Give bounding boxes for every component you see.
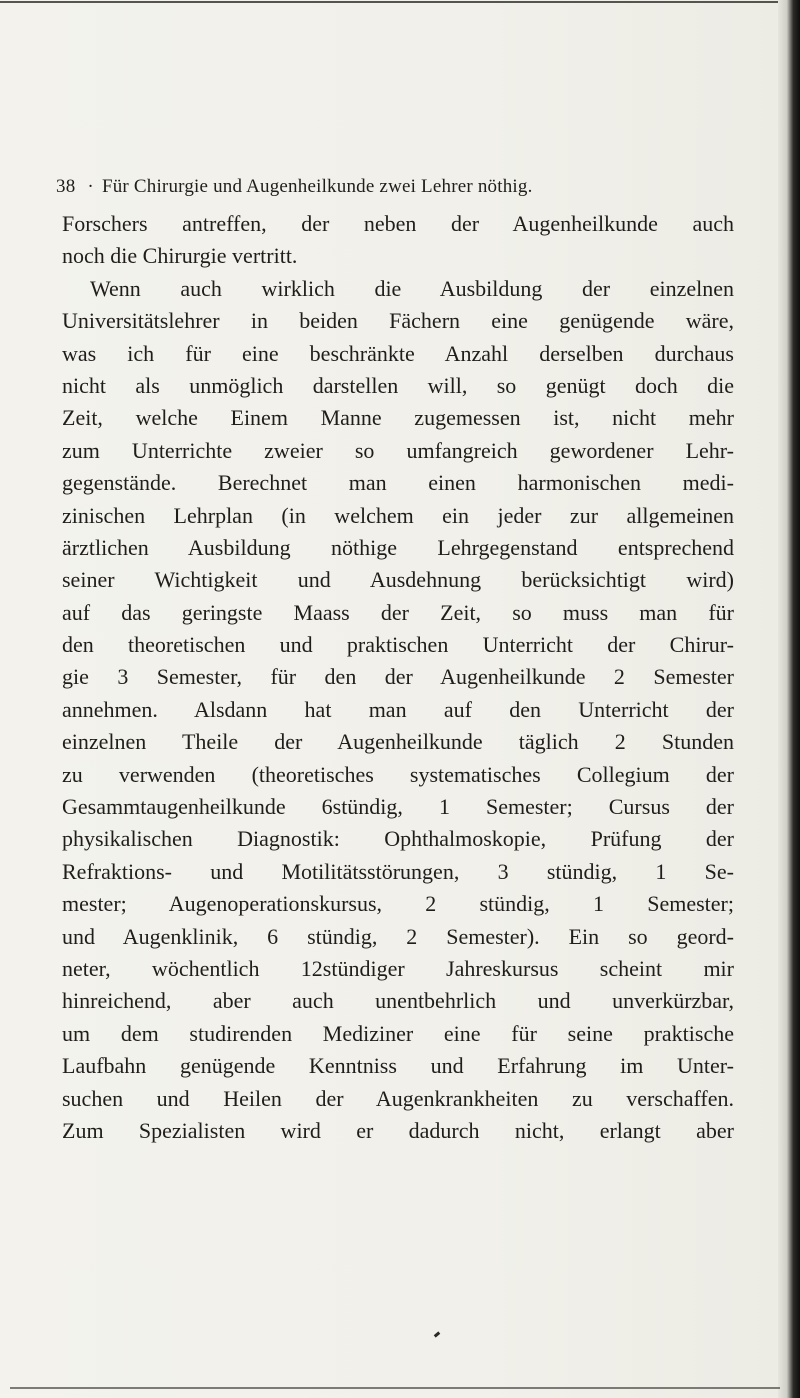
text-line: um dem studirenden Mediziner eine für seine praktische (62, 1020, 734, 1046)
top-edge-rule (0, 1, 780, 3)
text-line: einzelnen Theile der Augenheilkunde täglich 2 Stunden (62, 729, 734, 755)
text-line: gegenstände. Berechnet man einen harmonischen medi- (62, 470, 734, 496)
text-line: gie 3 Semester, für den der Augenheilkunde 2 Semester (62, 664, 734, 690)
page-number: 38 (56, 176, 76, 197)
text-line: physikalischen Diagnostik: Ophthalmoskopie, Prüfung der (62, 826, 734, 852)
body-text (62, 208, 734, 1147)
text-line: auf das geringste Maass der Zeit, so muss man für (62, 599, 734, 625)
text-line: zinischen Lehrplan (in welchem ein jeder zur allgemeinen (62, 502, 734, 528)
text-line: nicht als unmöglich darstellen will, so genügt doch die (62, 372, 734, 398)
text-line: Universitätslehrer in beiden Fächern eine genügende wäre, (62, 308, 734, 334)
text-line: noch die Chirurgie vertritt. (62, 243, 298, 269)
stray-ink-mark (434, 1331, 441, 1337)
text-line: Laufbahn genügende Kenntniss und Erfahrung im Unter- (62, 1053, 734, 1079)
text-line: Refraktions- und Motilitätsstörungen, 3 stündig, 1 Se- (62, 858, 734, 884)
text-line: zum Unterrichte zweier so umfangreich gewordener Lehr- (62, 437, 734, 463)
page-right-edge (778, 0, 800, 1398)
running-head-separator: · (87, 176, 94, 197)
text-line: suchen und Heilen der Augenkrankheiten zu verschaffen. (62, 1085, 734, 1111)
text-line: Gesammtaugenheilkunde 6stündig, 1 Semester; Cursus der (62, 794, 734, 820)
text-line: Forschers antreffen, der neben der Augenheilkunde auch (62, 211, 734, 236)
text-line: ärztlichen Ausbildung nöthige Lehrgegenstand entsprechend (62, 534, 734, 560)
bottom-edge-rule (10, 1387, 780, 1389)
text-line: seiner Wichtigkeit und Ausdehnung berücksichtigt wird) (62, 567, 734, 593)
text-line: Zeit, welche Einem Manne zugemessen ist, nicht mehr (62, 405, 734, 431)
text-line: annehmen. Alsdann hat man auf den Unterricht der (62, 696, 734, 722)
text-line: den theoretischen und praktischen Unterricht der Chirur- (62, 632, 734, 658)
text-line: Wenn auch wirklich die Ausbildung der einzelnen (90, 275, 734, 301)
text-line: mester; Augenoperationskursus, 2 stündig, 1 Semester; (62, 891, 734, 917)
text-line: was ich für eine beschränkte Anzahl derselben durchaus (62, 340, 734, 366)
running-head-title: Für Chirurgie und Augenheilkunde zwei Lehrer nöthig. (101, 176, 533, 197)
text-line: Zum Spezialisten wird er dadurch nicht, erlangt aber (62, 1117, 734, 1143)
running-head (56, 176, 756, 198)
text-line: und Augenklinik, 6 stündig, 2 Semester). Ein so geord- (62, 923, 734, 949)
text-line: neter, wöchentlich 12stündiger Jahreskursus scheint mir (62, 955, 734, 981)
text-line: zu verwenden (theoretisches systematisches Collegium der (62, 761, 734, 787)
text-line: hinreichend, aber auch unentbehrlich und unverkürzbar, (62, 988, 734, 1014)
